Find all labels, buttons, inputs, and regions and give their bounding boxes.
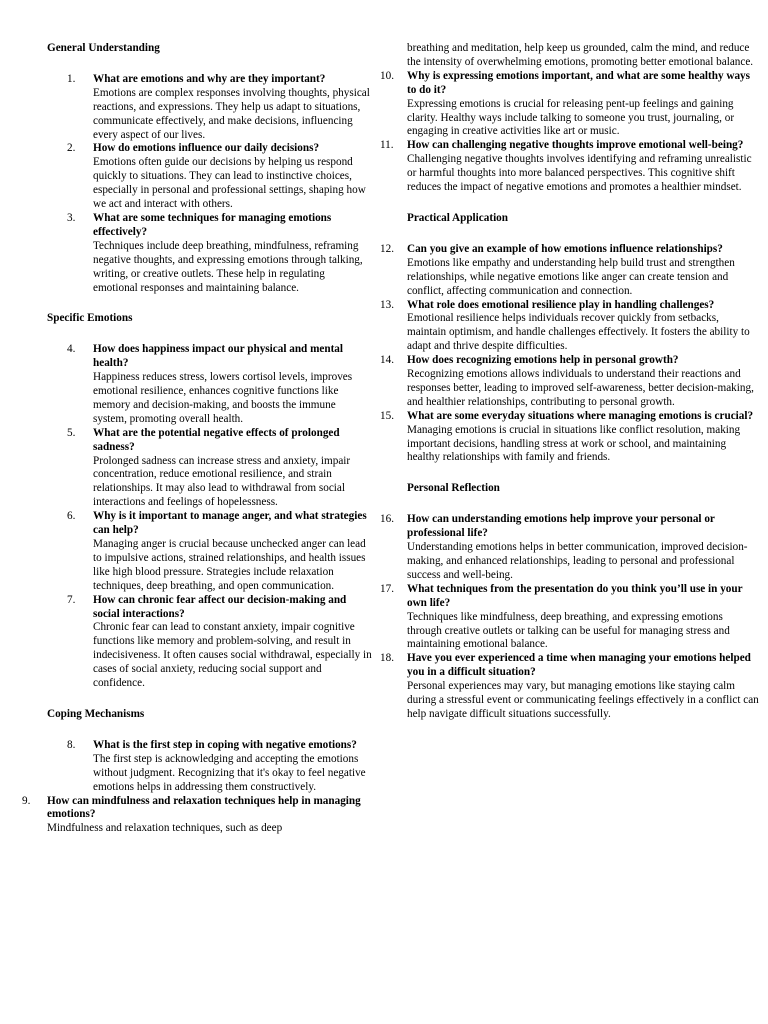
question-number: 4. <box>67 343 76 356</box>
answer-text: Recognizing emotions allows individuals to understand their reactions and responses better, leading to improved self-awareness, better decision-making, and healthier relationships, contributing to personal growth. <box>407 368 754 408</box>
question-number: 7. <box>67 593 76 606</box>
question-2 <box>67 142 372 212</box>
answer-text: Personal experiences may vary, but managing emotions like staying calm during a stressful event or communicating feelings effectively in a conflict can help navigate difficult situations successfully. <box>407 680 759 720</box>
question-11 <box>380 139 760 195</box>
question-title: What is the first step in coping with negative emotions? <box>93 738 357 751</box>
answer-text: Techniques like mindfulness, deep breathing, and expressing emotions through creative outlets or talking can be useful for managing stress and maintaining emotional balance. <box>407 610 730 651</box>
section-heading-reflection: Personal Reflection <box>407 482 500 495</box>
question-number: 13. <box>380 298 394 311</box>
answer-text: Prolonged sadness can increase stress and anxiety, impair concentration, reduce emotional resilience, and strain relationships. It may also lead to withdrawal from social interactions and feelings of hopelessness. <box>93 454 351 509</box>
answer-text: Emotional resilience helps individuals recover quickly from setbacks, maintain optimism, and handle challenges effectively. It fosters the ability to adapt and thrive despite difficulties. <box>407 312 750 353</box>
question-number: 8. <box>67 738 76 751</box>
answer-text: Expressing emotions is crucial for releasing pent-up feelings and gaining clarity. Healthy ways include talking to someone you trust, journaling, or engaging in creative activities like art or music. <box>407 97 735 138</box>
question-title: What are some techniques for managing emotions effectively? <box>93 211 332 238</box>
answer-text: Managing emotions is crucial in situations like conflict resolution, making important decisions, handling stress at work or school, and maintaining healthy relationships with family and friends. <box>407 423 741 464</box>
question-title: How does recognizing emotions help in personal growth? <box>407 354 679 367</box>
question-3 <box>67 211 372 295</box>
question-number: 12. <box>380 242 394 255</box>
question-number: 18. <box>380 652 394 665</box>
answer-text: Happiness reduces stress, lowers cortisol levels, improves emotional resilience, enhances cognitive functions like memory and decision-making, and boosts the immune system, promoting overall health. <box>93 371 353 425</box>
question-number: 11. <box>380 139 394 152</box>
question-16 <box>380 513 760 583</box>
question-title: What are the potential negative effects of prolonged sadness? <box>93 426 340 453</box>
question-title: What role does emotional resilience play in handling challenges? <box>407 298 715 311</box>
question-title: What are some everyday situations where managing emotions is crucial? <box>407 409 754 422</box>
answer-text: Mindfulness and relaxation techniques, such as deep <box>47 822 283 835</box>
right-column <box>380 42 760 722</box>
answer-text: Chronic fear can lead to constant anxiety, impair cognitive functions like memory and problem-solving, and result in indecisiveness. It often causes social withdrawal, especially in cases of social anxiety, reducing social support and confidence. <box>93 621 372 690</box>
question-10 <box>380 69 760 140</box>
question-number: 16. <box>380 513 394 526</box>
question-title: How do emotions influence our daily decisions? <box>93 142 320 155</box>
question-5 <box>67 426 372 510</box>
section-heading-coping: Coping Mechanisms <box>47 707 145 720</box>
answer-text: Understanding emotions helps in better communication, improved decision-making, and enhanced relationships, leading to personal and professional success and well-being. <box>407 541 748 581</box>
question-18 <box>380 652 760 722</box>
question-title: How can understanding emotions help improve your personal or professional life? <box>407 513 715 540</box>
question-number: 10. <box>380 69 394 82</box>
question-number: 17. <box>380 582 394 595</box>
question-8 <box>67 738 372 795</box>
question-4 <box>67 343 372 426</box>
answer-text: Managing anger is crucial because unchecked anger can lead to impulsive actions, strained relationships, and health issues like high blood pressure. Strategies include relaxation techniques, deep breathing, and open communication. <box>93 538 366 592</box>
section-heading-general: General Understanding <box>47 42 160 54</box>
answer-text: Challenging negative thoughts involves identifying and reframing unrealistic or harmful thoughts into more balanced perspectives. This cognitive shift reduces the impact of negative emotions and promotes a healthier mindset. <box>407 153 752 194</box>
question-number: 5. <box>67 426 76 439</box>
question-17 <box>380 582 760 653</box>
answer-text-continued: breathing and meditation, help keep us grounded, calm the mind, and reduce the intensity of overwhelming emotions, promoting better emotional balance. <box>407 42 754 68</box>
question-title: Can you give an example of how emotions influence relationships? <box>407 242 723 255</box>
section-heading-practical: Practical Application <box>407 211 508 224</box>
question-number: 9. <box>22 794 31 807</box>
question-title: How can challenging negative thoughts improve emotional well-being? <box>407 139 744 152</box>
question-7 <box>67 593 372 691</box>
question-title: Why is it important to manage anger, and what strategies can help? <box>93 510 367 537</box>
answer-text: Emotions often guide our decisions by helping us respond quickly to situations. They can lead to instinctive choices, especially in personal and professional settings, shaping how we act and interact with others. <box>93 156 366 211</box>
question-title: What are emotions and why are they important? <box>93 72 326 85</box>
question-title: How can mindfulness and relaxation techniques help in managing emotions? <box>47 794 361 821</box>
question-13 <box>380 298 760 355</box>
answer-text: Emotions are complex responses involving thoughts, physical reactions, and expressions. They help us adapt to situations, communicate effectively, and make decisions, influencing every aspect of our lives. <box>93 86 370 141</box>
question-number: 1. <box>67 72 76 85</box>
question-title: How can chronic fear affect our decision-making and social interactions? <box>93 593 347 620</box>
answer-text: Emotions like empathy and understanding help build trust and strengthen relationships, while negative emotions like anger can create tension and conflict, affecting communication and connection. <box>407 256 735 297</box>
question-9 <box>22 794 372 837</box>
question-number: 3. <box>67 211 76 224</box>
question-title: How does happiness impact our physical and mental health? <box>93 343 344 370</box>
question-title: What techniques from the presentation do you think you’ll use in your own life? <box>407 582 743 609</box>
question-14 <box>380 354 760 410</box>
answer-text: Techniques include deep breathing, mindfulness, reframing negative thoughts, and expressing emotions through talking, writing, or creative outlets. These help in regulating emotional responses and maintaining balance. <box>93 239 363 294</box>
left-column <box>0 42 372 836</box>
question-number: 6. <box>67 510 76 523</box>
question-1 <box>67 72 372 143</box>
question-6 <box>67 510 372 593</box>
question-number: 15. <box>380 409 394 422</box>
question-number: 2. <box>67 142 76 155</box>
answer-text: The first step is acknowledging and accepting the emotions without judgment. Recognizing that it's okay to feel negative emotions helps in addressing them constructively. <box>93 752 366 793</box>
question-12 <box>380 242 760 299</box>
section-heading-specific: Specific Emotions <box>47 312 133 325</box>
question-title: Have you ever experienced a time when managing your emotions helped you in a difficult situation? <box>407 652 751 679</box>
question-number: 14. <box>380 354 394 367</box>
question-15 <box>380 409 760 466</box>
question-title: Why is expressing emotions important, and what are some healthy ways to do it? <box>407 69 750 96</box>
